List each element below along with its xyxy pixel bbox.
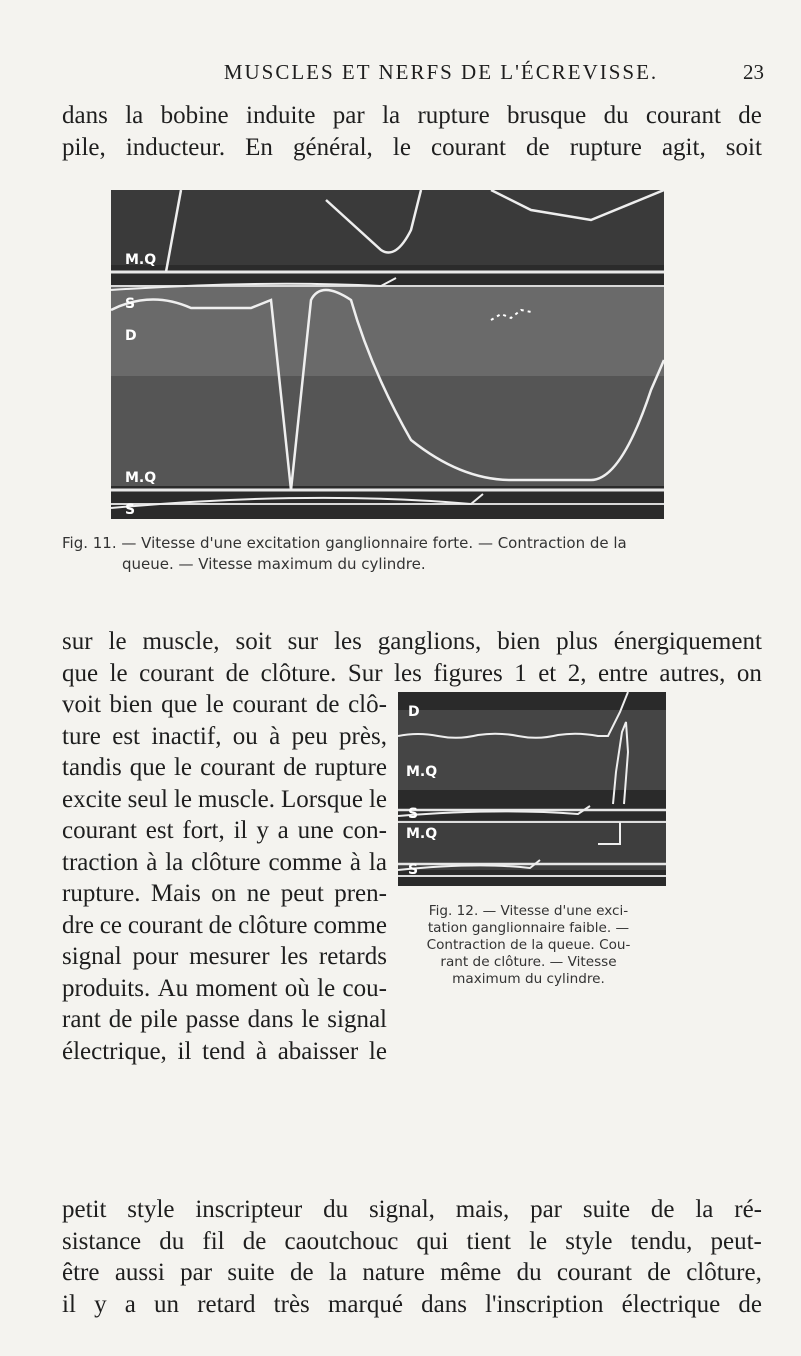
text-line: petit style inscripteur du signal, mais, par suite de la ré- xyxy=(62,1196,762,1223)
text-line: voit bien que le courant de clô- xyxy=(62,691,387,718)
text-line: sur le muscle, soit sur les ganglions, bien plus énergiquement xyxy=(62,628,762,655)
text-line: signal pour mesurer les retards xyxy=(62,943,387,970)
text-line: il y a un retard très marqué dans l'inscription électrique de xyxy=(62,1290,762,1318)
label-s-bottom: S xyxy=(125,502,136,518)
figure-11-tracing xyxy=(111,190,664,519)
text-line: courant est fort, il y a une con- xyxy=(62,817,387,844)
text-line: que le courant de clôture. Sur les figures 1 et 2, entre autres, on xyxy=(62,659,762,687)
text-line: rupture. Mais on ne peut pren- xyxy=(62,880,387,907)
label-mq-bottom: M.Q xyxy=(406,826,438,842)
text-line: être aussi par suite de la nature même du courant de clôture, xyxy=(62,1259,762,1286)
label-s-top: S xyxy=(408,806,419,822)
paragraph-bottom xyxy=(62,1194,762,1320)
text-line: excite seul le muscle. Lorsque le xyxy=(62,785,387,813)
label-mq-bottom: M.Q xyxy=(125,470,157,486)
figure-12-tracing xyxy=(398,692,666,886)
label-d: D xyxy=(408,704,420,720)
text-line: dans la bobine induite par la rupture brusque du courant de xyxy=(62,102,762,129)
text-line: tandis que le courant de rupture xyxy=(62,754,387,781)
figure-12-caption: Fig. 12. — Vitesse d'une exci- tation ganglionnaire faible. — Contraction de la queue. Cou- rant de clôture. — Vitesse maximum du cylindre. xyxy=(426,903,631,987)
text-line: ture est inactif, ou à peu près, xyxy=(62,722,387,750)
label-s-bottom: S xyxy=(408,862,419,878)
label-mq-top: M.Q xyxy=(125,252,157,268)
page-number: 23 xyxy=(743,60,764,84)
text-line: traction à la clôture comme à la xyxy=(62,848,387,876)
paragraph-top xyxy=(62,100,762,163)
figure-11-caption: Fig. 11. — Vitesse d'une excitation ganglionnaire forte. — Contraction de la queue. — Vitesse maximum du cylindre. xyxy=(62,534,627,573)
text-line: sistance du fil de caoutchouc qui tient le style tendu, peut- xyxy=(62,1227,762,1255)
running-title: MUSCLES ET NERFS DE L'ÉCREVISSE. xyxy=(223,60,659,84)
narrow-column xyxy=(62,689,387,1067)
label-d: D xyxy=(125,328,137,344)
text-line: dre ce courant de clôture comme xyxy=(62,911,387,939)
text-line: produits. Au moment où le cou- xyxy=(62,974,387,1002)
label-mq-top: M.Q xyxy=(406,764,438,780)
text-line: électrique, il tend à abaisser le xyxy=(62,1037,387,1065)
running-head xyxy=(118,60,764,85)
text-line: pile, inducteur. En général, le courant de rupture agit, soit xyxy=(62,133,762,161)
label-s-top: S xyxy=(125,296,136,312)
text-line: rant de pile passe dans le signal xyxy=(62,1006,387,1033)
